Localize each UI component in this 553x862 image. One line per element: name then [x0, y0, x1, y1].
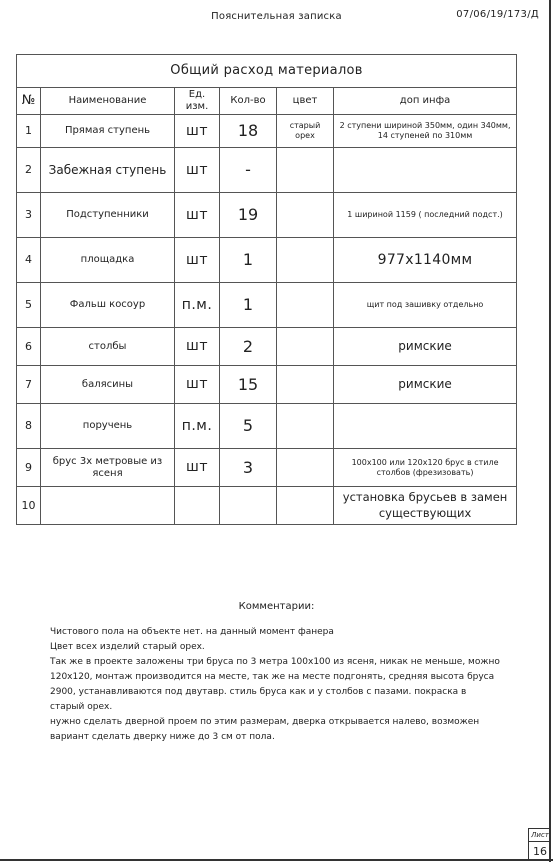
- row-color: [277, 449, 334, 487]
- row-unit: шт: [175, 148, 220, 193]
- comment-line: Так же в проекте заложены три бруса по 3 метра 100x100 из ясеня, никак не меньше, можно 120x120, монтаж производится на месте, так же на месте подгонять, средняя высота бруса 2900, устанавливаются под двутавр. стиль бруса как и у столбов с пазами. покраска в старый орех.: [50, 657, 500, 712]
- col-header-number: №: [17, 88, 41, 115]
- materials-table: [16, 54, 517, 525]
- row-name: Подступенники: [41, 193, 175, 238]
- row-number: 2: [17, 148, 41, 193]
- row-number: 3: [17, 193, 41, 238]
- row-info: римские: [334, 366, 517, 404]
- row-unit: п.м.: [175, 404, 220, 449]
- table-row: [17, 449, 517, 487]
- comments-text: [50, 625, 500, 745]
- row-unit: шт: [175, 449, 220, 487]
- row-unit: шт: [175, 328, 220, 366]
- table-row: [17, 148, 517, 193]
- row-color: [277, 404, 334, 449]
- row-info: [334, 148, 517, 193]
- row-name: Забежная ступень: [41, 148, 175, 193]
- frame-bottom-border: [0, 859, 553, 861]
- comment-line: нужно сделать дверной проем по этим размерам, дверка открывается налево, возможен вариант сделать дверку ниже до 3 см от пола.: [50, 717, 480, 742]
- col-header-name: Наименование: [41, 88, 175, 115]
- row-info: 2 ступени шириной 350мм, один 340мм, 14 ступеней по 310мм: [334, 115, 517, 148]
- row-color: [277, 238, 334, 283]
- row-number: 5: [17, 283, 41, 328]
- row-name: столбы: [41, 328, 175, 366]
- row-number: 6: [17, 328, 41, 366]
- row-unit: шт: [175, 238, 220, 283]
- row-qty: 5: [220, 404, 277, 449]
- table-row: [17, 283, 517, 328]
- col-header-color: цвет: [277, 88, 334, 115]
- row-unit: шт: [175, 193, 220, 238]
- row-name: поручень: [41, 404, 175, 449]
- row-qty: 1: [220, 238, 277, 283]
- row-unit: п.м.: [175, 283, 220, 328]
- col-header-qty: Кол-во: [220, 88, 277, 115]
- row-unit: [175, 487, 220, 525]
- table-header-row: [17, 88, 517, 115]
- table-row: [17, 366, 517, 404]
- table-row: [17, 404, 517, 449]
- row-qty: -: [220, 148, 277, 193]
- row-name: площадка: [41, 238, 175, 283]
- row-qty: 19: [220, 193, 277, 238]
- row-number: 9: [17, 449, 41, 487]
- row-number: 8: [17, 404, 41, 449]
- row-color: [277, 193, 334, 238]
- row-info: 977x1140мм: [334, 238, 517, 283]
- row-color: [277, 328, 334, 366]
- table-row: [17, 487, 517, 525]
- row-info: щит под зашивку отдельно: [334, 283, 517, 328]
- table-caption: Общий расход материалов: [17, 55, 517, 88]
- row-info: установка брусьев в замен существующих: [334, 487, 517, 525]
- table-row: [17, 238, 517, 283]
- row-color: [277, 487, 334, 525]
- table-row: [17, 193, 517, 238]
- row-qty: 15: [220, 366, 277, 404]
- row-name: Фальш косоур: [41, 283, 175, 328]
- sheet-number: 16: [533, 845, 547, 858]
- row-color: [277, 366, 334, 404]
- comment-line: Чистового пола на объекте нет. на данный момент фанера: [50, 627, 334, 637]
- row-color: старый орех: [277, 115, 334, 148]
- frame-right-border: [549, 0, 551, 862]
- row-name: [41, 487, 175, 525]
- row-name: брус 3х метровые из ясеня: [41, 449, 175, 487]
- table-row: [17, 115, 517, 148]
- row-info: 100x100 или 120x120 брус в стиле столбов (фрезизовать): [334, 449, 517, 487]
- col-header-info: доп инфа: [334, 88, 517, 115]
- document-title: Пояснительная записка: [211, 11, 342, 22]
- row-name: Прямая ступень: [41, 115, 175, 148]
- row-qty: 3: [220, 449, 277, 487]
- comment-line: Цвет всех изделий старый орех.: [50, 642, 205, 652]
- sheet-stamp: [528, 828, 551, 861]
- comments-title: Комментарии:: [238, 601, 315, 612]
- row-number: 10: [17, 487, 41, 525]
- row-color: [277, 283, 334, 328]
- row-color: [277, 148, 334, 193]
- document-code: 07/06/19/173/Д: [456, 9, 539, 20]
- row-name: балясины: [41, 366, 175, 404]
- row-qty: [220, 487, 277, 525]
- row-number: 7: [17, 366, 41, 404]
- row-unit: шт: [175, 366, 220, 404]
- row-unit: шт: [175, 115, 220, 148]
- row-info: римские: [334, 328, 517, 366]
- sheet-label: Лист: [529, 829, 551, 842]
- row-info: [334, 404, 517, 449]
- row-number: 1: [17, 115, 41, 148]
- table-row: [17, 328, 517, 366]
- row-info: 1 шириной 1159 ( последний подст.): [334, 193, 517, 238]
- row-number: 4: [17, 238, 41, 283]
- row-qty: 2: [220, 328, 277, 366]
- col-header-unit: Ед. изм.: [175, 88, 220, 115]
- row-qty: 1: [220, 283, 277, 328]
- row-qty: 18: [220, 115, 277, 148]
